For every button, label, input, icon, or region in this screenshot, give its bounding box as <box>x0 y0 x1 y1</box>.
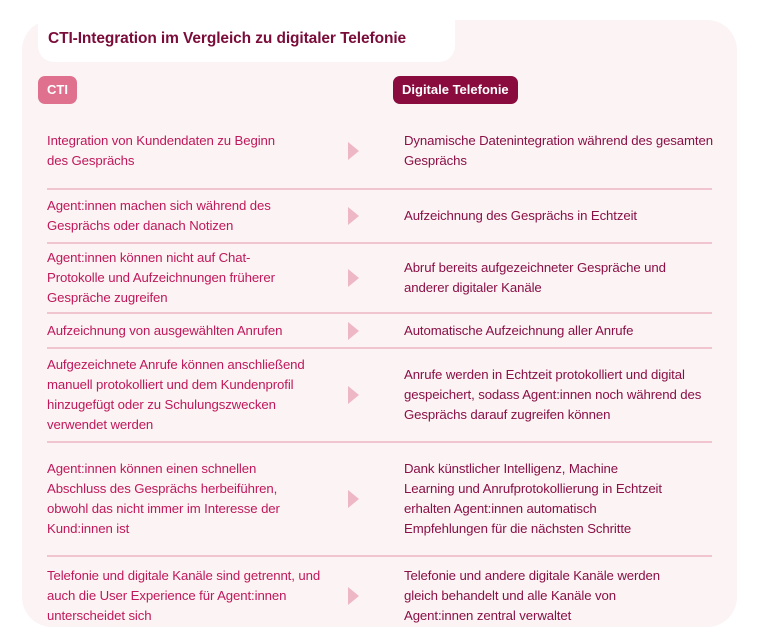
arrow-right-icon <box>348 322 359 340</box>
digital-cell: Telefonie und andere digitale Kanäle werden gleich behandelt und alle Kanäle von Agent:innen zentral verwaltet <box>404 568 660 623</box>
arrow-right-icon <box>348 490 359 508</box>
digital-cell: Abruf bereits aufgezeichneter Gespräche und anderer digitaler Kanäle <box>404 260 666 295</box>
digital-cell: Automatische Aufzeichnung aller Anrufe <box>404 322 634 338</box>
comparison-table <box>47 114 712 635</box>
table-row <box>47 244 712 314</box>
arrow-right-icon <box>348 269 359 287</box>
title-tab <box>38 20 455 62</box>
digital-cell: Dynamische Datenintegration während des gesamten Gesprächs <box>404 133 713 168</box>
column-header-cti: CTI <box>38 76 77 104</box>
table-row <box>47 443 712 557</box>
cti-cell: Integration von Kundendaten zu Beginn des Gesprächs <box>47 133 275 168</box>
table-row <box>47 190 712 244</box>
table-row <box>47 557 712 635</box>
table-row <box>47 114 712 190</box>
arrow-right-icon <box>348 587 359 605</box>
page-title: CTI-Integration im Vergleich zu digitaler Telefonie <box>48 30 407 47</box>
digital-cell: Anrufe werden in Echtzeit protokolliert und digital gespeichert, sodass Agent:innen noch während des Gesprächs darauf zugreifen können <box>404 367 702 422</box>
table-row <box>47 314 712 349</box>
cti-cell: Aufzeichnung von ausgewählten Anrufen <box>47 322 283 338</box>
arrow-right-icon <box>348 142 359 160</box>
column-header-digital: Digitale Telefonie <box>393 76 518 104</box>
digital-cell: Aufzeichnung des Gesprächs in Echtzeit <box>404 208 637 223</box>
arrow-right-icon <box>348 207 359 225</box>
arrow-right-icon <box>348 386 359 404</box>
comparison-card <box>22 20 737 627</box>
cti-cell: Agent:innen können nicht auf Chat-Protokolle und Aufzeichnungen früherer Gespräche zugreifen <box>47 250 275 305</box>
cti-cell: Aufgezeichnete Anrufe können anschließend manuell protokolliert und dem Kundenprofil hinzugefügt oder zu Schulungszwecken verwendet werden <box>47 357 305 432</box>
digital-cell: Dank künstlicher Intelligenz, Machine Learning und Anrufprotokollierung in Echtzeit erhalten Agent:innen automatisch Empfehlungen für die nächsten Schritte <box>404 461 662 536</box>
cti-cell: Agent:innen können einen schnellen Abschluss des Gesprächs herbeiführen, obwohl das nicht immer im Interesse der Kund:innen ist <box>47 461 280 536</box>
table-row <box>47 349 712 443</box>
cti-cell: Agent:innen machen sich während des Gesprächs oder danach Notizen <box>47 198 271 233</box>
cti-cell: Telefonie und digitale Kanäle sind getrennt, und auch die User Experience für Agent:innen unterscheidet sich <box>47 568 321 623</box>
